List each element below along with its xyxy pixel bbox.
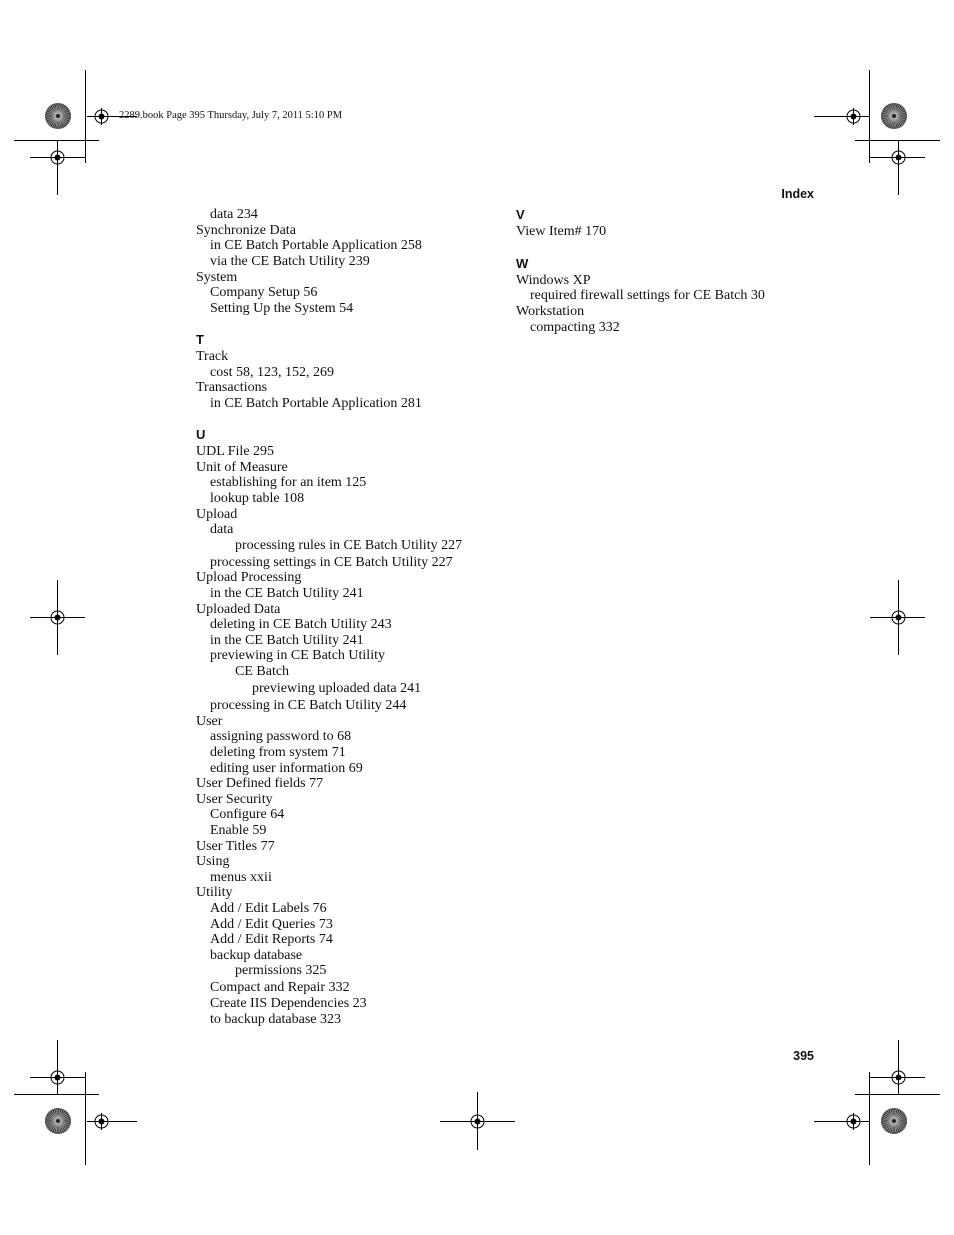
crop-line bbox=[869, 70, 870, 163]
index-entry: Add / Edit Queries 73 bbox=[210, 917, 333, 932]
crop-line bbox=[30, 617, 85, 618]
index-entry: Track bbox=[196, 349, 229, 364]
crop-line bbox=[870, 617, 925, 618]
crop-line bbox=[870, 157, 925, 158]
index-entry: Windows XP bbox=[516, 273, 591, 288]
index-letter-heading: U bbox=[196, 427, 206, 442]
index-entry: Transactions bbox=[196, 380, 268, 395]
index-entry: User Titles 77 bbox=[196, 839, 275, 854]
starburst-target-icon bbox=[44, 102, 72, 130]
index-entry: Setting Up the System 54 bbox=[210, 301, 354, 316]
index-entry: Synchronize Data bbox=[196, 223, 296, 238]
crop-line bbox=[898, 1040, 899, 1095]
index-entry: data bbox=[210, 522, 234, 537]
index-entry: in CE Batch Portable Application 281 bbox=[210, 396, 422, 411]
index-entry: backup database bbox=[210, 948, 303, 963]
index-entry: data 234 bbox=[210, 207, 258, 222]
index-entry: CE Batch bbox=[235, 664, 290, 679]
index-entry: editing user information 69 bbox=[210, 761, 363, 776]
crop-line bbox=[440, 1121, 515, 1122]
index-entry: lookup table 108 bbox=[210, 491, 305, 506]
crop-line bbox=[85, 1072, 86, 1165]
index-entry: processing rules in CE Batch Utility 227 bbox=[235, 538, 463, 553]
index-entry: via the CE Batch Utility 239 bbox=[210, 254, 370, 269]
index-entry: menus xxii bbox=[210, 870, 272, 885]
index-entry: in the CE Batch Utility 241 bbox=[210, 633, 364, 648]
index-entry: permissions 325 bbox=[235, 963, 327, 978]
index-entry: assigning password to 68 bbox=[210, 729, 352, 744]
index-entry: in CE Batch Portable Application 258 bbox=[210, 238, 422, 253]
index-entry: User Defined fields 77 bbox=[196, 776, 324, 791]
index-entry: cost 58, 123, 152, 269 bbox=[210, 365, 335, 380]
index-entry: in the CE Batch Utility 241 bbox=[210, 586, 364, 601]
index-entry: processing in CE Batch Utility 244 bbox=[210, 698, 407, 713]
page-number: 395 bbox=[793, 1049, 814, 1063]
index-entry: Company Setup 56 bbox=[210, 285, 318, 300]
starburst-target-icon bbox=[44, 1107, 72, 1135]
crop-line bbox=[30, 157, 85, 158]
index-entry: View Item# 170 bbox=[516, 224, 607, 239]
index-entry: Enable 59 bbox=[210, 823, 267, 838]
crop-line bbox=[898, 140, 899, 195]
index-entry: Upload Processing bbox=[196, 570, 302, 585]
starburst-target-icon bbox=[880, 102, 908, 130]
crop-line bbox=[57, 1040, 58, 1095]
index-entry: Add / Edit Labels 76 bbox=[210, 901, 327, 916]
crop-line bbox=[85, 70, 86, 163]
index-entry: User bbox=[196, 714, 223, 729]
index-entry: compacting 332 bbox=[530, 320, 620, 335]
crop-line bbox=[30, 1077, 85, 1078]
starburst-target-icon bbox=[880, 1107, 908, 1135]
index-entry: Upload bbox=[196, 507, 238, 522]
index-entry: Using bbox=[196, 854, 230, 869]
index-entry: previewing uploaded data 241 bbox=[252, 681, 422, 696]
crop-line bbox=[57, 140, 58, 195]
index-entry: Uploaded Data bbox=[196, 602, 281, 617]
index-letter-heading: T bbox=[196, 332, 204, 347]
crop-line bbox=[814, 1121, 869, 1122]
running-head: Index bbox=[781, 187, 814, 201]
crop-line bbox=[814, 116, 869, 117]
index-entry: deleting in CE Batch Utility 243 bbox=[210, 617, 392, 632]
crop-line bbox=[14, 1094, 99, 1095]
index-entry: establishing for an item 125 bbox=[210, 475, 367, 490]
index-entry: User Security bbox=[196, 792, 273, 807]
crop-line bbox=[870, 1077, 925, 1078]
index-entry: Workstation bbox=[516, 304, 585, 319]
index-entry: UDL File 295 bbox=[196, 444, 275, 459]
index-entry: Add / Edit Reports 74 bbox=[210, 932, 333, 947]
index-entry: to backup database 323 bbox=[210, 1012, 342, 1027]
crop-line bbox=[87, 1121, 137, 1122]
print-slug: 2289.book Page 395 Thursday, July 7, 2011 5:10 PM bbox=[119, 110, 343, 121]
index-entry: System bbox=[196, 270, 238, 285]
index-entry: Compact and Repair 332 bbox=[210, 980, 350, 995]
index-entry: Create IIS Dependencies 23 bbox=[210, 996, 367, 1011]
index-entry: processing settings in CE Batch Utility 227 bbox=[210, 555, 453, 570]
index-entry: required firewall settings for CE Batch 30 bbox=[530, 288, 765, 303]
index-entry: previewing in CE Batch Utility bbox=[210, 648, 385, 663]
index-entry: Utility bbox=[196, 885, 233, 900]
index-entry: Unit of Measure bbox=[196, 460, 288, 475]
index-entry: deleting from system 71 bbox=[210, 745, 346, 760]
crop-line bbox=[869, 1072, 870, 1165]
index-letter-heading: V bbox=[516, 207, 525, 222]
index-letter-heading: W bbox=[516, 256, 529, 271]
crop-line bbox=[855, 1094, 940, 1095]
index-entry: Configure 64 bbox=[210, 807, 285, 822]
